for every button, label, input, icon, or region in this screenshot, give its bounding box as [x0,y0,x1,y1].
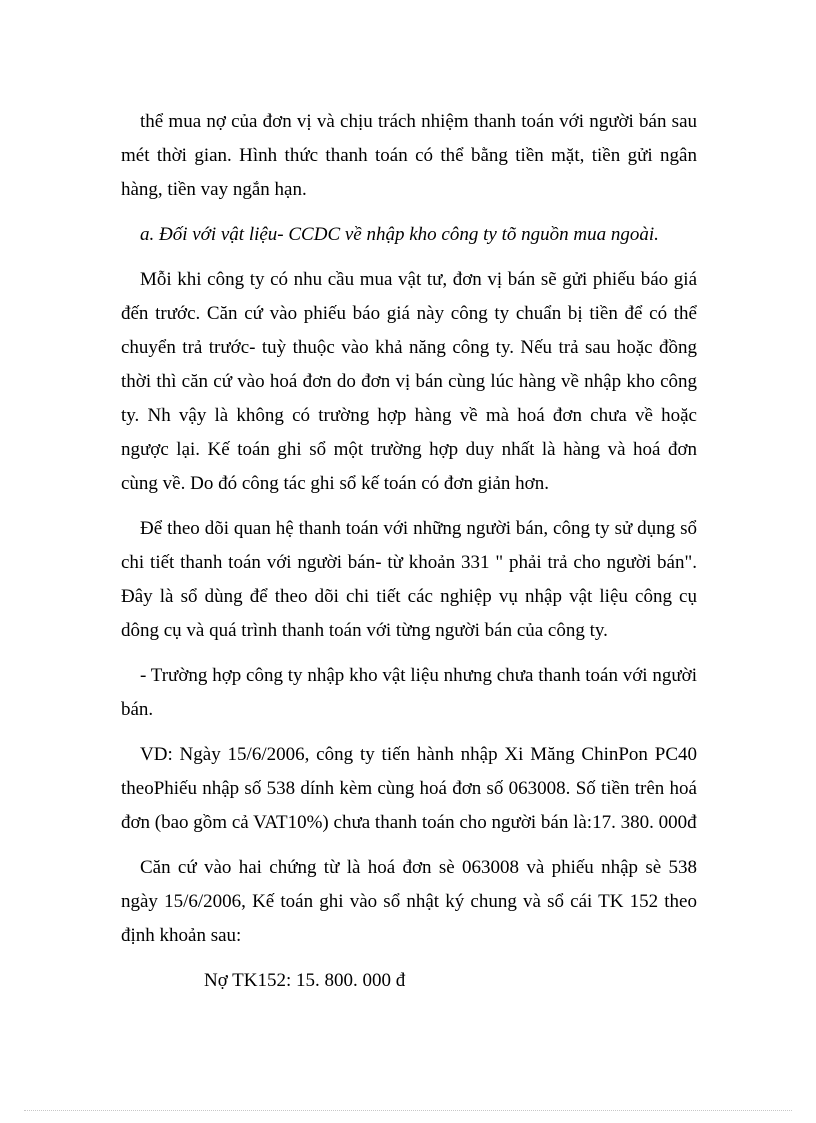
paragraph-ledger-331: Để theo dõi quan hệ thanh toán với những người bán, công ty sử dụng sổ chi tiết thanh toán với người bán- từ khoản 331 " phải trả cho người bán". Đây là sổ dùng để theo dõi chi tiết các nghiệp vụ nhập vật liệu công cụ dông cụ và quá trình thanh toán với từng người bán của công ty. [121,518,697,641]
document-body [121,105,697,1009]
paragraph-purchase-process: Mỗi khi công ty có nhu cầu mua vật tư, đơn vị bán sẽ gửi phiếu báo giá đến trước. Căn cứ vào phiếu báo giá này công ty chuẩn bị tiền để có thể chuyển trả trước- tuỳ thuộc vào khả năng công ty. Nếu trả sau hoặc đồng thời thì căn cứ vào hoá đơn do đơn vị bán cùng lúc hàng về nhập kho công ty. Nh vậy là không có trường hợp hàng về mà hoá đơn chưa về hoặc ngược lại. Kế toán ghi sổ một trường hợp duy nhất là hàng và hoá đơn cùng về. Do đó công tác ghi sổ kế toán có đơn giản hơn. [121,269,697,494]
paragraph-example: VD: Ngày 15/6/2006, công ty tiến hành nhập Xi Măng ChinPon PC40 theoPhiếu nhập số 538 dính kèm cùng hoá đơn số 063008. Số tiền trên hoá đơn (bao gồm cả VAT10%) chưa thanh toán cho người bán là:17. 380. 000đ [121,744,697,833]
paragraph-payment-forms: thể mua nợ của đơn vị và chịu trách nhiệm thanh toán với người bán sau mét thời gian. Hình thức thanh toán có thể bằng tiền mặt, tiền gửi ngân hàng, tiền vay ngắn hạn. [121,111,697,200]
accounting-entry-debit: Nợ TK152: 15. 800. 000 đ [204,970,406,991]
paragraph-journal-entry: Căn cứ vào hai chứng từ là hoá đơn sè 063008 và phiếu nhập sè 538 ngày 15/6/2006, Kế toán ghi vào sổ nhật ký chung và sổ cái TK 152 theo định khoản sau: [121,857,697,946]
section-heading-materials: a. Đối với vật liệu- CCDC về nhập kho công ty tõ nguồn mua ngoài. [140,224,659,245]
page-bottom-border [24,1110,792,1111]
paragraph-unpaid-case: - Trường hợp công ty nhập kho vật liệu nhưng chưa thanh toán với người bán. [121,665,697,720]
